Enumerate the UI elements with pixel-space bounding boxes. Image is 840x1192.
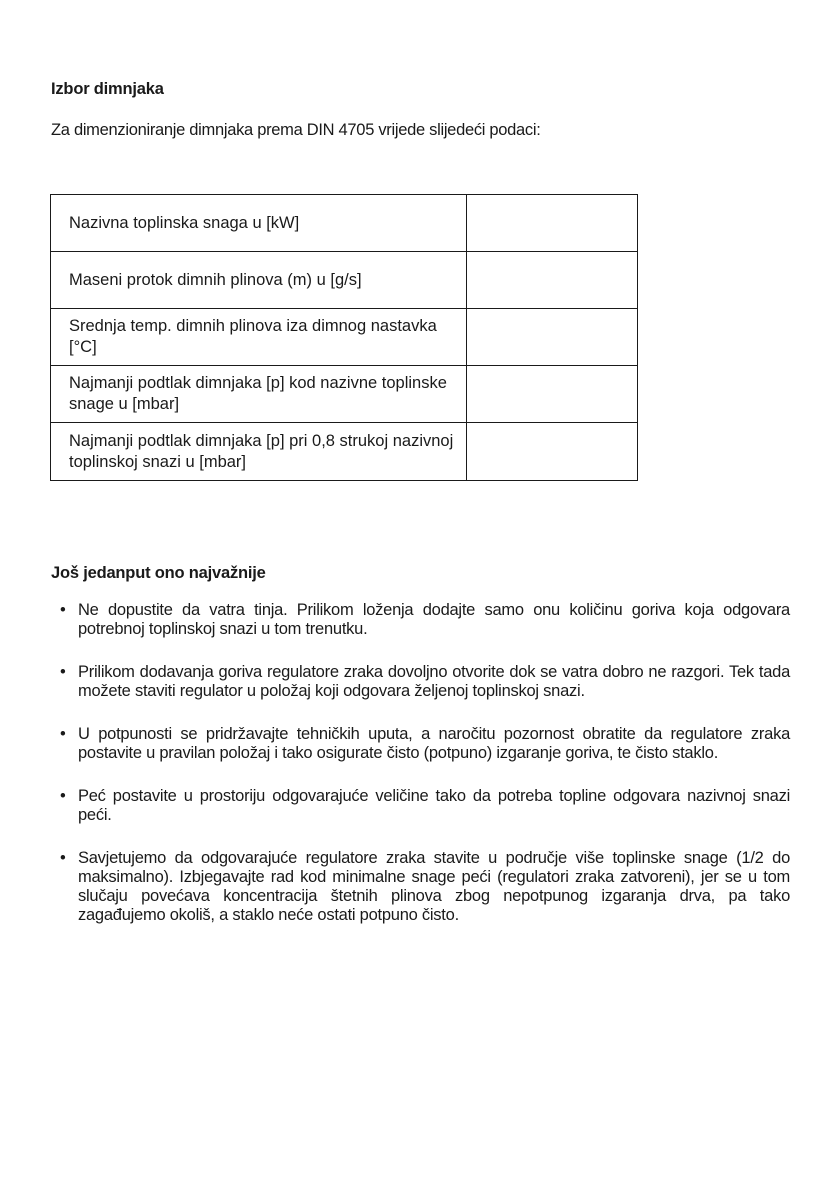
list-item-text: Prilikom dodavanja goriva regulatore zraka dovoljno otvorite dok se vatra dobro ne razgori. Tek tada možete staviti regulator u položaj koji odgovara željenoj toplinskoj snazi. bbox=[78, 663, 790, 700]
list-item bbox=[60, 663, 790, 701]
row-label: Nazivna toplinska snaga u [kW] bbox=[51, 195, 467, 252]
row-value bbox=[467, 366, 638, 423]
list-item bbox=[60, 601, 790, 639]
chimney-spec-table bbox=[50, 194, 638, 481]
list-item-text: Ne dopustite da vatra tinja. Prilikom loženja dodajte samo onu količinu goriva koja odgovara potrebnoj toplinskoj snazi u tom trenutku. bbox=[78, 601, 790, 638]
bullet-icon: • bbox=[60, 725, 66, 743]
row-value bbox=[467, 195, 638, 252]
row-value bbox=[467, 309, 638, 366]
list-item-text: U potpunosti se pridržavajte tehničkih uputa, a naročitu pozornost obratite da regulatore zraka postavite u pravilan položaj i tako osigurate čisto (potpuno) izgaranje goriva, te čisto staklo. bbox=[78, 725, 790, 762]
bullet-icon: • bbox=[60, 787, 66, 805]
row-label: Srednja temp. dimnih plinova iza dimnog nastavka [°C] bbox=[51, 309, 467, 366]
bullet-icon: • bbox=[60, 601, 66, 619]
list-item-text: Peć postavite u prostoriju odgovarajuće veličine tako da potreba topline odgovara nazivnoj snazi peći. bbox=[78, 787, 790, 824]
section-title-chimney: Izbor dimnjaka bbox=[51, 80, 164, 98]
table-row bbox=[51, 309, 638, 366]
bullet-icon: • bbox=[60, 849, 66, 867]
table-row bbox=[51, 252, 638, 309]
table-row bbox=[51, 423, 638, 481]
row-label: Maseni protok dimnih plinova (m) u [g/s] bbox=[51, 252, 467, 309]
row-label: Najmanji podtlak dimnjaka [p] kod nazivne toplinske snage u [mbar] bbox=[51, 366, 467, 423]
list-item bbox=[60, 787, 790, 825]
table-row bbox=[51, 195, 638, 252]
list-item bbox=[60, 725, 790, 763]
row-value bbox=[467, 252, 638, 309]
list-item bbox=[60, 849, 790, 925]
table-row bbox=[51, 366, 638, 423]
section-title-important: Još jedanput ono najvažnije bbox=[51, 564, 266, 582]
tips-list bbox=[60, 601, 790, 949]
list-item-text: Savjetujemo da odgovarajuće regulatore zraka stavite u područje više toplinske snage (1/2 do maksimalno). Izbjegavajte rad kod minimalne snage peći (regulatori zraka zatvoreni), jer se u tom slučaju povećava koncentracija štetnih plinova zbog nepotpunog izgaranja drva, pa tako zagađujemo okoliš, a staklo neće ostati potpuno čisto. bbox=[78, 849, 790, 924]
row-label: Najmanji podtlak dimnjaka [p] pri 0,8 strukoj nazivnoj toplinskoj snazi u [mbar] bbox=[51, 423, 467, 481]
intro-paragraph: Za dimenzioniranje dimnjaka prema DIN 4705 vrijede slijedeći podaci: bbox=[51, 121, 541, 139]
row-value bbox=[467, 423, 638, 481]
bullet-icon: • bbox=[60, 663, 66, 681]
